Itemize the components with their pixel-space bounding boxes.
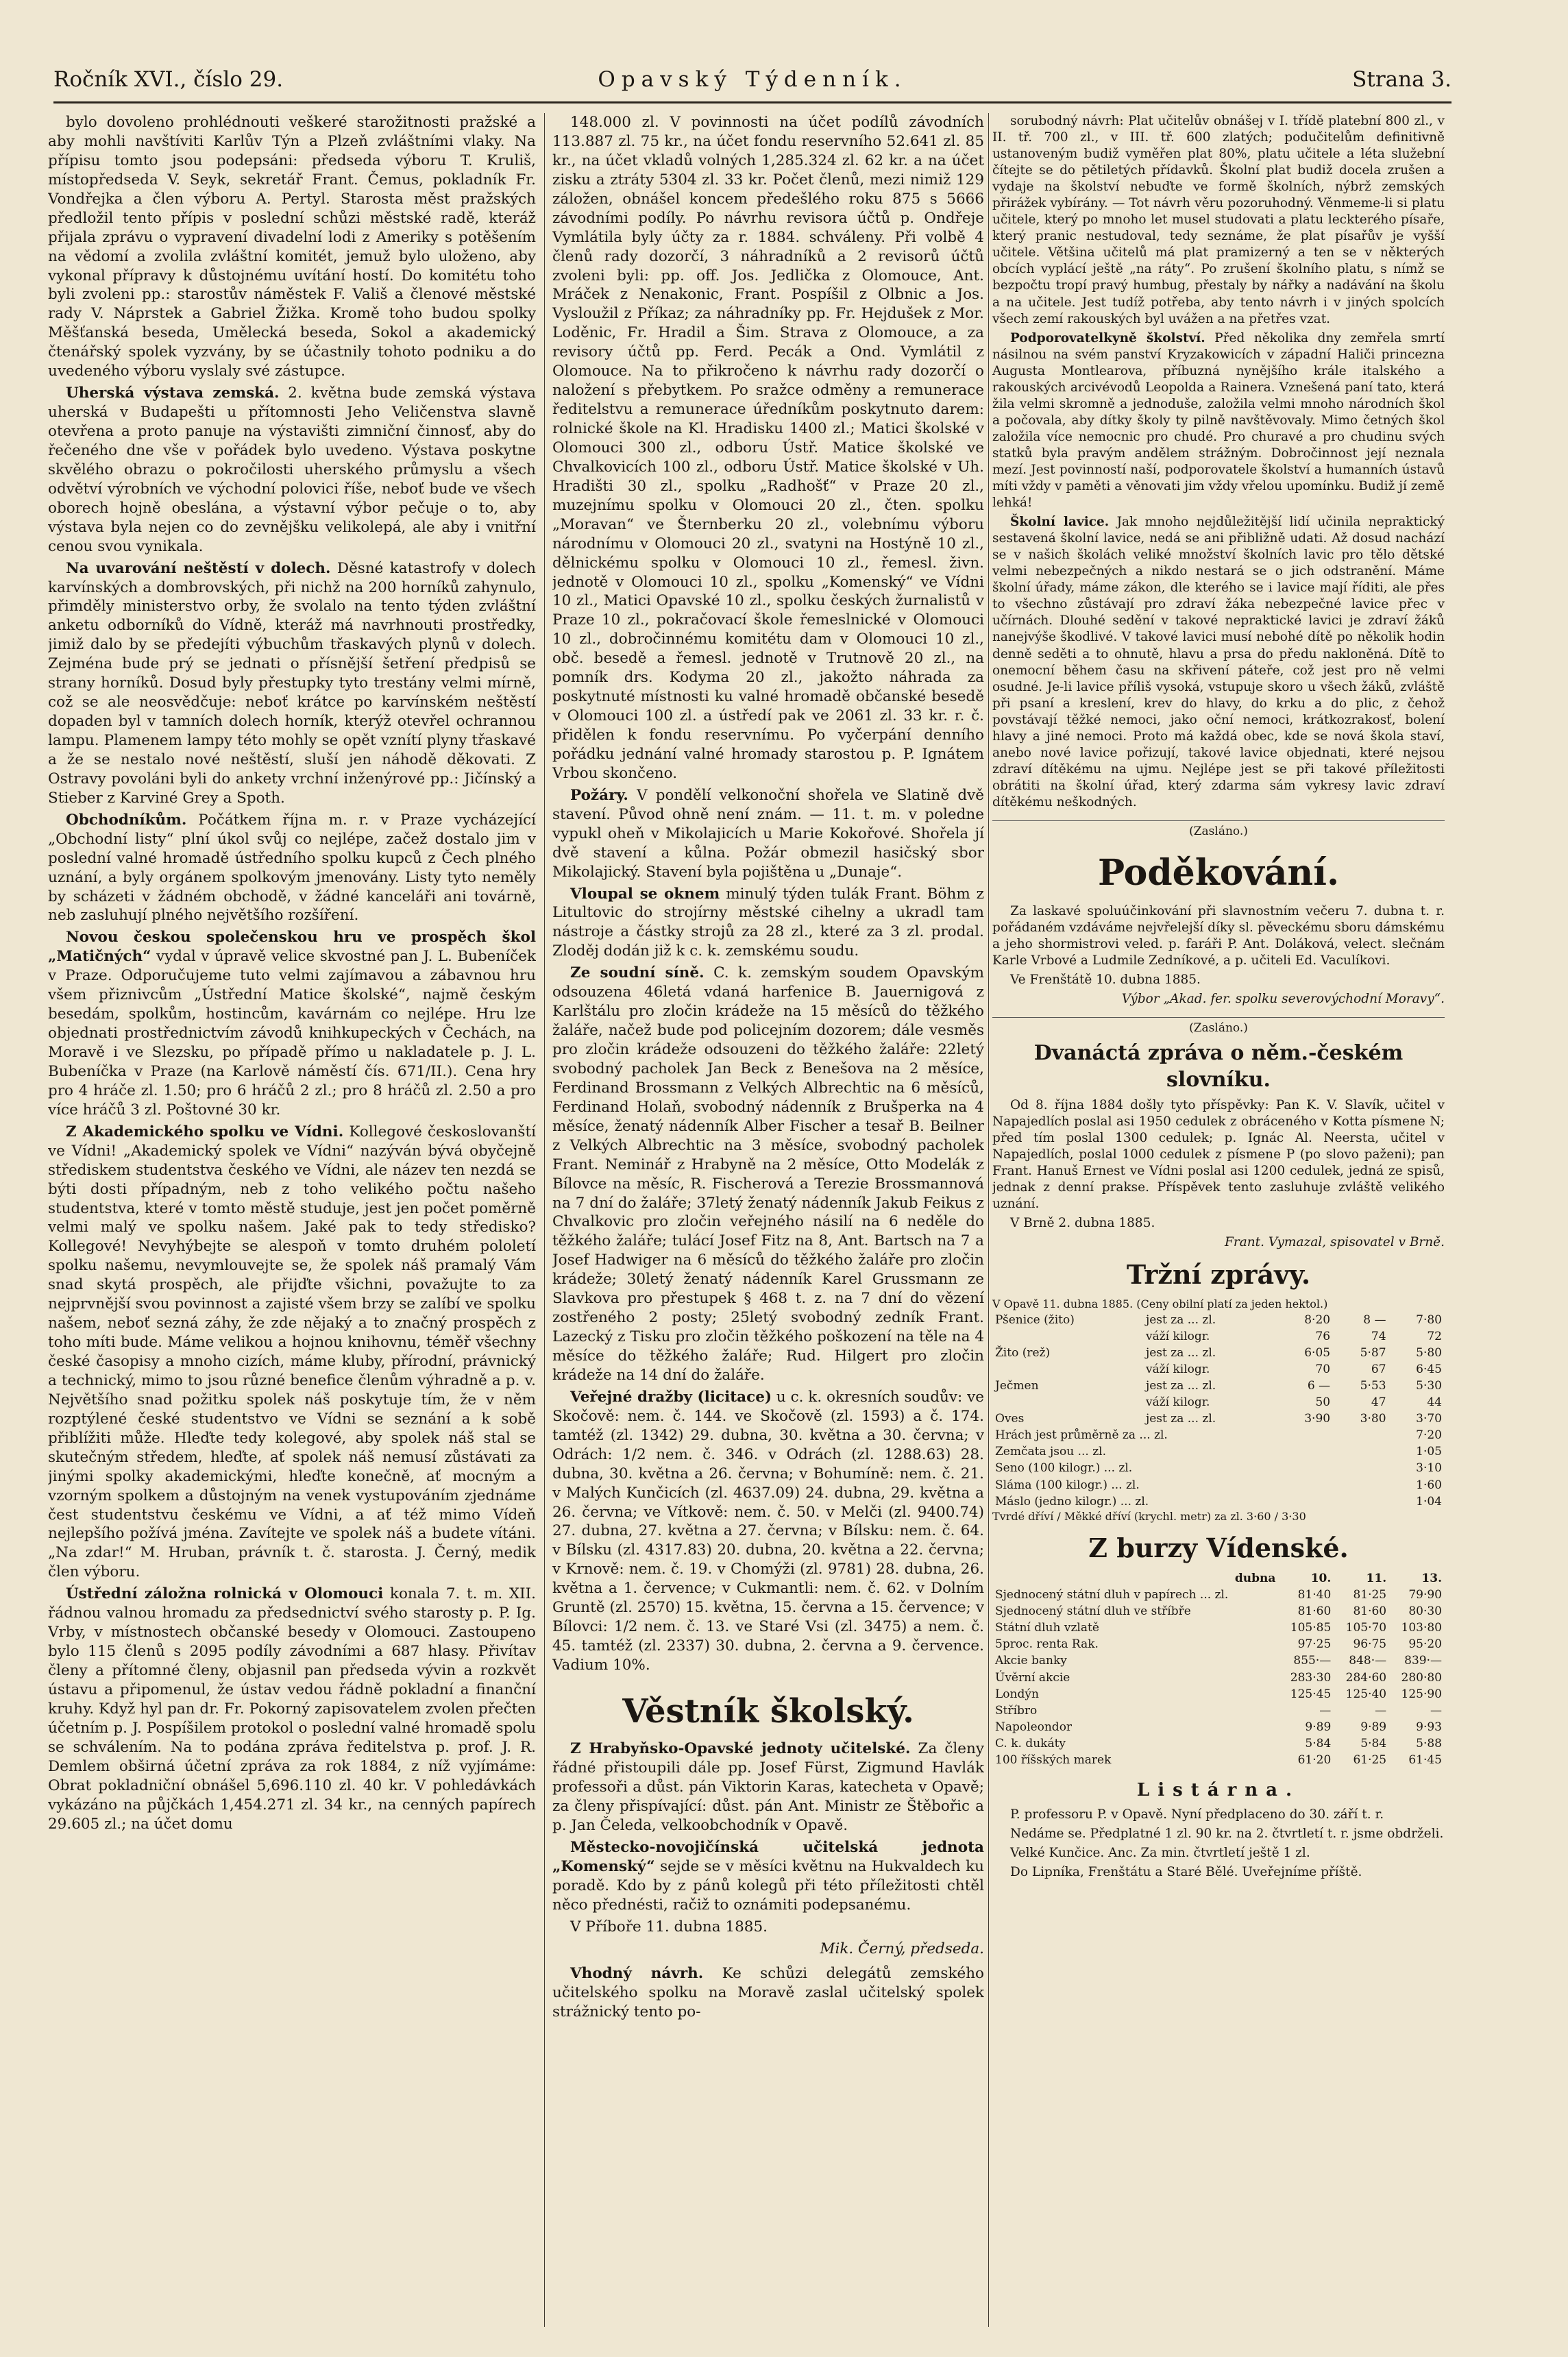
table-cell: Hrách jest průměrně za ... zl. — [995, 1428, 1168, 1443]
table-cell: 3·10 — [1416, 1461, 1442, 1476]
table-cell: 80·30 — [1408, 1604, 1442, 1619]
table-row — [992, 1345, 1445, 1361]
article-paragraph — [992, 330, 1445, 512]
article-paragraph — [48, 928, 536, 1119]
table-cell: 125·90 — [1401, 1687, 1442, 1701]
table-cell: 76 — [1315, 1329, 1331, 1343]
market-extra-table — [992, 1427, 1445, 1509]
thanks-body: Za laskavé spoluúčinkování při slavnostním večeru 7. dubna t. r. pořádaném vzdáváme nejvřelejší díky sl. pěveckému sboru dámskému a jeho shormistrovi veled. p. faráři P. Ant. Doláková, velect. slečnám Karle Vrbové a Ludmile Zedníkové, a p. učiteli Ed. Vaculíkovi. — [992, 903, 1445, 968]
article-paragraph — [552, 1838, 984, 1915]
table-cell: 5·87 — [1360, 1345, 1386, 1360]
table-row — [992, 1587, 1445, 1603]
letters-section — [992, 1779, 1445, 1881]
table-cell: 70 — [1315, 1362, 1331, 1376]
column-header: dubna — [1234, 1571, 1276, 1585]
sent-label: (Zasláno.) — [992, 820, 1445, 839]
table-cell: Sjednocený státní dluh v papírech ... zl. — [995, 1588, 1229, 1602]
table-cell: 9·89 — [1360, 1720, 1387, 1734]
article-text: Jak mnoho nejdůležitější lidí učinila nepraktický sestavená školní lavice, nedá se ani přibližně udati. Až dosud nachází se v našich školách veliké množství školních lavic pro tělo dětské velmi nebezpečných a nikdo nestará se o jich odstranění. Máme školní úřady, máme zákon, dle kterého se i lavice mají říditi, ale přes to všechno zůstávají pro zdraví žáka nebezpečné lavice přec v učírnách. Dlouhé sedění v takové nepraktické lavici je zdraví žáků nanejvýše škodlivé. V takové lavici musí nebohé dítě po několik hodin denně seděti a to ohnutě, hlavu a prsa do předu nakloněná. Dítě to onemocní během času na skřivení páteře, což jest pro ně velmi osudné. Je-li lavice příliš vysoká, vstupuje skoro u všech žáků, zvláště při psaní a kreslení, krev do hlavy, do krku a do plic, z čehož povstávají těžké nemoci, jako oční nemoci, krátkozrakosť, bolení hlavy a jiné nemoci. Proto má každá obec, kde se nová škola staví, anebo nové lavice pořizují, takové lavice objednati, které nejsou zdraví dítěkému na ujmu. Nejlépe jest se při takové příležitosti obrátiti na školní úřad, který zdarma sám vykresy lavic zdraví dítěkému neškodných. — [992, 515, 1445, 809]
table-row — [992, 1493, 1445, 1510]
thanks-notice — [992, 820, 1445, 1007]
table-cell: 105·85 — [1290, 1621, 1332, 1635]
table-row — [992, 1328, 1445, 1345]
article-text: V Příboře 11. dubna 1885. — [570, 1918, 768, 1935]
table-row — [992, 1735, 1445, 1752]
table-cell: Londýn — [995, 1687, 1039, 1701]
table-cell: jest za ... zl. — [1145, 1412, 1216, 1426]
table-cell: 103·80 — [1401, 1621, 1442, 1635]
chairman-signature: Mik. Černý, předseda. — [820, 1940, 984, 1957]
table-row — [992, 1670, 1445, 1686]
table-cell: 1·60 — [1416, 1478, 1442, 1492]
dictionary-place: V Brně 2. dubna 1885. — [1010, 1216, 1155, 1231]
article-paragraph — [552, 1739, 984, 1835]
table-cell: 9·89 — [1305, 1720, 1332, 1734]
table-cell: 5·80 — [1416, 1345, 1442, 1360]
article-paragraph — [552, 113, 984, 783]
table-header-row — [992, 1570, 1445, 1587]
table-cell: Ječmen — [995, 1379, 1039, 1393]
table-cell: Stříbro — [995, 1703, 1038, 1718]
article-text: u c. k. okresních soudův: ve Skočově: nem. č. 144. ve Skočově (zl. 1593) a č. 174. tamtéž (zl. 1342) 29. dubna, 30. května a 30. června; v Odrách: 1/2 nem. č. 346. v Odrách (zl. 1288.63) 28. dubna, 30. května a 26. června; v Bohumíně: nem. č. 21. v Malých Kunčicích (zl. 4637.09) 24. dubna, 29. května a 26. června; ve Vítkově: nem. č. 50. v Melči (zl. 9400.74) 27. dubna, 27. května a 27. června; v Bílsku: nem. č. 64. v Bílsku (zl. 4317.83) 20. dubna, 20. května a 22. června; v Krnově: nem. č. 19. v Chomýži (zl. 9781) 28. dubna, 26. května a 1. července; v Cukmantli: nem. č. 62. v Dolním Gruntě (zl. 2570) 15. května, 15. června a 15. července; v Bílovci: 1/2 nem. č. 13. ve Staré Vsi (zl. 3475) a nem. č. 45. tamtéž (zl. 2337) 30. dubna, 2. června a 9. července. Vadium 10%. — [552, 1388, 984, 1674]
table-cell: 67 — [1371, 1362, 1386, 1376]
table-row — [992, 1719, 1445, 1735]
table-cell: 1·05 — [1416, 1445, 1442, 1459]
article-text: konala 7. t. m. XII. řádnou valnou hromadu za předsednictví svého starosty p. P. Ig. Vrby, v místnostech občanské besedy v Olomouci. Zastoupeno bylo 115 členů s 2095 podíly závodními a 687 hlasy. Přivítav členy a přítomné členy, objasnil pan předseda vývin a rozkvět ústavu a připomenul, že ústav vedou řádně pokladní a finanční kruhy. Když hyl pan dr. Fr. Pokorný zapisovatelem zvolen přečten účetním p. J. Pospíšilem protokol o poslední valné hromadě spolu se schválením. Na to podána zpráva ředitelstva p. prof. J. R. Demlem obširná účetní zpráva za rok 1884, z níž vyjímáme: Obrat pokladniční obnášel 5,696.110 zl. 40 kr. V pohledávkách vykázáno na půjčkách 1,454.271 zl. 34 kr., na cenných papírech 29.605 zl.; na účet domu — [48, 1585, 536, 1833]
table-cell: 74 — [1371, 1329, 1386, 1343]
newspaper-title: Opavský Týdenník. — [598, 67, 907, 92]
article-heading: Požáry. — [570, 786, 628, 804]
article-heading: Z Hrabyňsko-Opavské jednoty učitelské. — [570, 1740, 911, 1758]
exchange-table — [992, 1570, 1445, 1768]
dictionary-notice — [992, 1017, 1445, 1251]
table-cell: 5·53 — [1360, 1379, 1386, 1393]
article-text: minulý týden tulák Frant. Böhm z Litultovic do strojírny městské cihelny a ukradl tam nástroje a částky strojů za 28 zl., které za 3 zl. prodal. Zloděj dodán již k c. k. zemskému soudu. — [552, 885, 984, 960]
table-cell: 5·84 — [1305, 1736, 1332, 1750]
table-cell: váží kilogr. — [1145, 1362, 1210, 1376]
issue-number: Ročník XVI., číslo 29. — [53, 67, 284, 92]
dictionary-body: Od 8. října 1884 došly tyto příspěvky: Pan K. V. Slavík, učitel v Napajedlích poslal asi 1950 cedulek z obráceného v Kotta písmene N; před tím poslal 1300 cedulek; p. Ignác Al. Neersta, učitel v Napajedlích, poslal 1000 cedulek z písmene P (po slovo paženi); pan Frant. Hanuš Ernest ve Vídni poslal asi 1200 cedulek, jedná ze spisů, jednak z denní prakse. Příspěvek tento zasluhuje zvláště velikého uznání. — [992, 1098, 1445, 1212]
table-cell: 125·40 — [1345, 1687, 1387, 1701]
article-paragraph — [48, 1585, 536, 1833]
column-2 — [552, 113, 984, 2327]
thanks-place: Ve Frenštátě 10. dubna 1885. — [1010, 972, 1201, 987]
exchange-title: Z burzy Vídenské. — [1088, 1532, 1349, 1563]
article-text: Počátkem října m. r. v Praze vycházející „Obchodní listy“ plní úkol svůj co nejlépe, začež dostalo jim v poslední valné hromadě ústředního spolku kupců z Čech plného uznání, a byly orgánem spolkovým jmenovány. Listy tyto neměly by scházeti v žádném obchodě, v žádné kanceláři ani továrně, neb zasluhují plného největšího rozšíření. — [48, 811, 536, 925]
table-row — [992, 1427, 1445, 1443]
table-row — [992, 1443, 1445, 1460]
article-paragraph — [992, 113, 1445, 328]
article-heading: Ústřední záložna rolnická v Olomouci — [66, 1585, 384, 1603]
table-cell: 61·45 — [1408, 1753, 1442, 1767]
table-cell: Seno (100 kilogr.) ... zl. — [995, 1461, 1133, 1476]
table-cell: 61·25 — [1353, 1753, 1387, 1767]
table-row — [992, 1410, 1445, 1427]
table-cell: Napoleondor — [995, 1720, 1073, 1734]
table-cell: 79·90 — [1408, 1588, 1442, 1602]
table-cell: Akcie banky — [995, 1654, 1067, 1668]
article-text: 2. května bude zemská výstava uherská v Budapešti u přítomnosti Jeho Veličenstva slavně otevřena a proto panuje na výstavišti zimniční činnosť, aby do řečeného dne vše v pořádek bylo uvedeno. Výstava poskytne skvělého obrazu o pokročilosti uherského průmyslu a všech odvětví výrobních ve východní polovici říše, neboť bude ve všech oborech hojně obeslána, a výstavní výbor pečuje o to, aby výstava byla nejen co do zevnějšku velikolepá, ale aby i vnitřní cenou svou vynikala. — [48, 384, 536, 555]
table-cell: Státní dluh vzlatě — [995, 1621, 1099, 1635]
table-cell: 6·05 — [1304, 1345, 1331, 1360]
table-cell: — — [1430, 1703, 1442, 1718]
table-row — [992, 1361, 1445, 1378]
table-cell: 839·— — [1404, 1654, 1442, 1668]
page-header — [53, 63, 1451, 103]
table-cell: 7·80 — [1416, 1312, 1442, 1327]
table-cell: 6·45 — [1416, 1362, 1442, 1376]
article-heading: Ze soudní síně. — [570, 964, 705, 982]
table-cell: 6 — — [1307, 1379, 1331, 1393]
table-cell: 5proc. renta Rak. — [995, 1637, 1099, 1652]
wood-price: Tvrdé dříví / Měkké dříví (krychl. metr) za zl. 3·60 / 3·30 — [992, 1509, 1306, 1523]
table-cell: 280·80 — [1401, 1670, 1442, 1685]
table-cell: 81·40 — [1297, 1588, 1332, 1602]
column-header: 11. — [1366, 1571, 1387, 1585]
table-cell: 97·25 — [1297, 1637, 1332, 1652]
table-cell: 81·60 — [1353, 1604, 1387, 1619]
sent-label: (Zasláno.) — [992, 1017, 1445, 1036]
table-cell: 7·20 — [1416, 1428, 1442, 1443]
article-heading: Novou českou společenskou hru ve prospěch škol „Matičných“ — [48, 929, 536, 966]
table-cell: 96·75 — [1353, 1637, 1387, 1652]
table-row — [992, 1702, 1445, 1719]
article-paragraph — [552, 1964, 984, 2022]
letter-item: Nedáme se. Předplatné 1 zl. 90 kr. na 2. čtvrtletí t. r. jsme obdrželi. — [1010, 1826, 1444, 1841]
table-cell: jest za ... zl. — [1145, 1345, 1216, 1360]
table-cell: Sláma (100 kilogr.) ... zl. — [995, 1478, 1140, 1492]
letter-item: Velké Kunčice. Anc. Za min. čtvrtletí ještě 1 zl. — [1010, 1845, 1310, 1860]
article-heading: Uherská výstava zemská. — [66, 384, 280, 402]
letters-title: Listárna. — [1136, 1780, 1301, 1801]
table-cell: 125·45 — [1290, 1687, 1332, 1701]
table-cell: 8 — — [1363, 1312, 1386, 1327]
article-paragraph — [48, 1123, 536, 1583]
table-cell: 5·84 — [1360, 1736, 1387, 1750]
article-paragraph — [48, 811, 536, 926]
article-paragraph — [552, 964, 984, 1385]
table-cell: 105·70 — [1345, 1621, 1387, 1635]
article-heading: Z Akademického spolku ve Vídni. — [66, 1123, 344, 1140]
article-text: Kollegové českoslovanští ve Vídni! „Akademický spolek ve Vídni“ nazýván bývá obyčejně střediskem studentstva českého ve Vídni, ale název ten nezdá se býti dosti případným, neb z toho velikého počtu našeho studentstva, které v tomto městě studuje, jest jen počet poměrně velmi malý ve spolku našem. Jaké pak to tedy středisko? Kollegové! Nevyhýbejte se alespoň v tomto druhém pololetí spolku našemu, nevymlouvejte se, že spolek náš pramalý Vám snad skytá prospěch, ale přijďte všichni, považujte to za nejprvnější svou povinnost a zajisté všem brzy se zalíbí ve spolku našem, neboť sezná záhy, že zde nějaký a to značný prospěch z toho míti bude. Máme velikou a hojnou knihovnu, téměř všechny české časopisy a mnoho cizích, máme kluby, přírodní, právnický a technický, mimo to jsou různé benefice členům výhradně a p. v. Největšího snad požitku spolek náš poskytuje tím, že v něm rozptýlené české studentstvo ve Vídni se seznání a k sobě přiblížiti může. Hleďte tedy kolegové, aby spolek náš stal se skutečným středem, hleďte, ať spolek náš nemusí zůstávati za jinými spolky akademickými, hleďte konečně, ať mocným a vzorným spolkem a důstojným na venek vystupováním zjednáme čest studentstvu českému ve Vídni, a ať též mimo Vídeň nejlepšího požívá jména. Zavítejte ve spolek náš a budete vítáni. „Na zdar!“ M. Hruban, právník t. č. starosta. J. Černý, medik člen výboru. — [48, 1123, 536, 1581]
column-rule — [988, 113, 989, 2327]
table-cell: 284·60 — [1345, 1670, 1387, 1685]
table-cell: 8·20 — [1304, 1312, 1331, 1327]
market-title: Tržní zprávy. — [1126, 1259, 1311, 1291]
article-text: C. k. zemským soudem Opavským odsouzena 46letá vdaná harfenice B. Jauernigová z Karlštálu pro zločin krádeže na 15 měsíců do těžkého žaláře, načež bude pod policejním dozorem; dále vesměs pro zločin krádeže odsouzeni do těžkého žaláře: 22letý svobodný pacholek Jan Beck z Benešova na 2 měsíce, Ferdinand Brossmann z Velkých Albrechtic na 6 měsíců, Ferdinand Holaň, svobodný nádenník z Brušperka na 4 měsíce, ženatý nádenník Alber Fischer a tesař B. Beilner z Velkých Albrechtic na 3 měsíce, svobodný pacholek Frant. Neminář z Hrabyně na 2 měsíce, Otto Modelák z Bílovce na měsíc, R. Fischerová a Terezie Brossmannová na 7 dní do žaláře; 37letý ženatý nádenník Jakub Feikus z Chvalkovic pro zločin veřejného násilí na 6 neděle do těžkého žaláře; tulácí Josef Fitz na 8, Ant. Bartsch na 7 a Josef Hadwiger na 6 měsíců do těžkého žaláře pro zločin krádeže; 30letý ženatý nádenník Karel Grussmann ze Slavkova pro přestupek § 468 t. z. na 7 dní do vězení zostřeného 2 posty; 25letý svobodný zedník Frant. Lazecký z Tisku pro zločin těžkého poškození na těle na 4 měsíce do těžkého žaláře; Rud. Hilgert pro zločin krádeže na 14 dní do žaláře. — [552, 964, 984, 1384]
table-cell: 95·20 — [1408, 1637, 1442, 1652]
article-paragraph — [552, 786, 984, 882]
table-cell: 100 říšských marek — [995, 1753, 1112, 1767]
thanks-title: Poděkování. — [1097, 852, 1340, 894]
article-paragraph — [552, 1388, 984, 1675]
table-cell: Žito (rež) — [995, 1345, 1051, 1360]
article-heading: Veřejné dražby (licitace) — [570, 1388, 772, 1406]
table-cell: 81·60 — [1297, 1604, 1332, 1619]
dictionary-signature: Frant. Vymazal, spisovatel v Brně. — [1225, 1235, 1445, 1250]
table-cell: 5·88 — [1416, 1736, 1442, 1750]
table-cell: váží kilogr. — [1145, 1329, 1210, 1343]
table-cell: Úvěrní akcie — [995, 1670, 1070, 1685]
article-heading: Podporovatelkyně školství. — [1010, 330, 1205, 345]
table-row — [992, 1477, 1445, 1493]
table-cell: Oves — [995, 1412, 1025, 1426]
table-row — [992, 1603, 1445, 1620]
table-cell: 72 — [1427, 1329, 1442, 1343]
table-cell: C. k. dukáty — [995, 1736, 1066, 1750]
article-text: sorubodný návrh: Plat učitelův obnášej v I. třídě platební 800 zl., v II. tř. 700 zl., v III. tř. 600 zlatých; podučitelům definitivně ustanoveným budiž vyměřen plat 80%, platu učitele a léta služební čítejte se do pětiletých přídavků. Školní plat budiž docela zrušen a vydaje na školství nebuďte ve formě školních, nýbrž zemských přirážek vybírány. — Tot návrh věru pozoruhodný. Věnmeme-li si platu učitele, který po mnoho let musel studovati a platu leckterého písaře, který pranic nestudoval, tedy seznáme, že plat písařův je vyšší učitele. Většina učitelů má plat pramizerný a ten se v některých obcích vyplácí ještě „na ráty“. Po zrušení školního platu, s nímž se bezpočtu tropí pravý humbug, přestaly by nářky a nadávání na školu a na učitele. Jest tudíž potřeba, aby tento návrh i v jiných spolcích všech zemí rakouských byl uvážen a na přetřes vzat. — [992, 114, 1445, 326]
table-cell: 47 — [1371, 1395, 1386, 1410]
table-row — [992, 1652, 1445, 1669]
table-cell: 848·— — [1349, 1654, 1387, 1668]
market-subtitle: V Opavě 11. dubna 1885. (Ceny obilní platí za jeden hektol.) — [992, 1297, 1328, 1310]
dictionary-title: Dvanáctá zpráva o něm.-českém slovníku. — [1033, 1041, 1404, 1092]
article-paragraph — [552, 885, 984, 962]
article-heading: Obchodníkům. — [66, 811, 187, 829]
article-paragraph — [48, 559, 536, 808]
vienna-exchange — [992, 1531, 1445, 1769]
article-heading: Školní lavice. — [1010, 515, 1110, 530]
article-heading: Na uvarování neštěstí v dolech. — [66, 559, 331, 577]
table-cell: 283·30 — [1290, 1670, 1332, 1685]
table-cell: 1·04 — [1416, 1494, 1442, 1509]
article-text: sejde se v měsíci květnu na Hukvaldech ku poradě. Kdo by z pánů kolegů při této příležitosti chtěl něco přednésti, račiž to oznámiti podepsanému. — [552, 1857, 984, 1914]
article-text: V pondělí velkonoční shořela ve Slatině dvě stavení. Původ ohně není znám. — 11. t. m. v poledne vypukl oheň v Mikolajicích u Marie Kokořové. Shořela jí dvě stavení a kůlna. Požár obmezil hasičský sbor Mikolajický. Stavení byla pojištěna u „Dunaje“. — [552, 786, 984, 881]
column-3 — [992, 113, 1445, 2327]
table-cell: 5·30 — [1416, 1379, 1442, 1393]
table-row — [992, 1460, 1445, 1476]
table-cell: Sjednocený státní dluh ve stříbře — [995, 1604, 1191, 1619]
market-report — [992, 1258, 1445, 1524]
table-cell: 3·90 — [1304, 1412, 1331, 1426]
table-cell: 9·93 — [1416, 1720, 1442, 1734]
table-cell: Pšenice (žito) — [995, 1312, 1075, 1327]
school-bulletin-title: Věstník školský. — [622, 1692, 914, 1731]
table-row — [992, 1378, 1445, 1394]
column-rule — [544, 113, 545, 2327]
article-paragraph — [48, 384, 536, 556]
table-cell: 50 — [1315, 1395, 1331, 1410]
article-text: Ke schůzi delegátů zemského učitelského spolku na Moravě zaslal učitelský spolek strážnický tento po- — [552, 1964, 984, 2020]
table-row — [992, 1636, 1445, 1652]
table-cell: jest za ... zl. — [1145, 1379, 1216, 1393]
market-table — [992, 1312, 1445, 1428]
table-row — [992, 1312, 1445, 1328]
table-cell: 61·20 — [1297, 1753, 1332, 1767]
article-text: bylo dovoleno prohlédnouti veškeré starožitnosti pražské a aby mohli navštíviti Karlův Týn a Plzeň zvláštními vlaky. Na přípisu tomto jsou podepsáni: předseda výboru T. Kruliš, místopředseda V. Seyk, sekretář Frant. Čemus, pokladník Fr. Vondřejka a člen výboru A. Pertyl. Starosta měst pražských předložil tento přípis v poslední schůzi městské radě, kteráž přijala zprávu o vypravení divadelní lodi z Ameriky s potěšením na vědomí a zvolila zvláštní komitét, jemuž bylo uloženo, aby vykonal přípravy k důstojnému uvítání hostí. Do komitétu toho byli zvoleni pp.: starostův náměstek F. Vališ a členové městské rady V. Náprstek a Gabriel Žižka. Kromě toho budou spolky Měšťanská beseda, Umělecká beseda, Sokol a akademický čtenářský spolek vyzvány, by se účastnily tohoto podniku a do uvedeného výboru vyslaly své zástupce. — [48, 114, 536, 380]
thanks-signature: Výbor „Akad. fer. spolku severovýchodní Moravy“. — [1121, 991, 1445, 1006]
table-cell: 855·— — [1293, 1654, 1332, 1668]
column-header: 13. — [1421, 1571, 1442, 1585]
article-heading: Vloupal se oknem — [570, 885, 720, 903]
article-text: Před několika dny zemřela smrtí násilnou na svém panství Kryzakowicích v západní Haliči princezna Augusta Montlearova, příbuzná nynějšího krále italského a rakouských arcivévodů Leopolda a Rainera. Vznešená paní tato, která žila velmi skromně a jednoduše, založila velmi mnoho národních škol a počovala, aby dítky školy ty pilně navštěvovaly. Mimo četných škol založila více nemocnic pro chudé. Pro churavé a pro chudinu svých statků byla pravým andělem strážným. Dobročinnost její neznala mezí. Jest povinností naší, podporovatele školství a humanních ústavů míti vždy v paměti a věnovati jim vždy vřelou upomínku. Budiž jí země lehká! — [992, 330, 1445, 511]
table-cell: váží kilogr. — [1145, 1395, 1210, 1410]
table-cell — [992, 1328, 1143, 1345]
table-row — [992, 1394, 1445, 1410]
article-heading: Vhodný návrh. — [570, 1964, 704, 1982]
table-cell: — — [1319, 1703, 1332, 1718]
table-cell — [992, 1361, 1143, 1378]
table-cell: Zemčata jsou ... zl. — [995, 1445, 1107, 1459]
table-cell: jest za ... zl. — [1145, 1312, 1216, 1327]
table-cell — [992, 1394, 1143, 1410]
article-paragraph — [992, 514, 1445, 811]
table-cell: 3·70 — [1416, 1412, 1442, 1426]
letter-item: Do Lipníka, Frenštátu a Staré Bělé. Uveřejníme příště. — [1010, 1865, 1362, 1880]
page-number: Strana 3. — [1352, 67, 1451, 92]
letter-item: P. professoru P. v Opavě. Nyní předplaceno do 30. září t. r. — [1010, 1807, 1384, 1822]
table-cell: Máslo (jedno kilogr.) ... zl. — [995, 1494, 1149, 1509]
table-cell: 44 — [1427, 1395, 1442, 1410]
article-text: Za členy řádné přistoupili dále pp. Josef Fürst, Zigmund Havlák professoři a důst. pán Viktorin Karas, katecheta v Opavě; za členy přispívající: důst. pán Ant. Ministr ze Štěbořic a p. Jan Čeleda, velkoobchodník v Opavě. — [552, 1740, 984, 1835]
table-cell: 3·80 — [1360, 1412, 1386, 1426]
article-text: vydal v úpravě velice skvostné pan J. L. Bubeníček v Praze. Odporučujeme tuto velmi zajímavou a zábavnou hru všem přiznivcům „Ústřední Matice školské“, najmě českým besedám, spolkům, hostincům, kavárnám co nejlépe. Hru lze objednati prostřednictvím závodů knihkupeckých v Čechách, na Moravě i ve Slezsku, po případě přímo u nakladatele p. J. L. Bubeníčka v Praze (na Karlově náměstí čís. 671/II.). Cena hry pro 4 hráče zl. 1.50; pro 6 hráčů 2 zl.; pro 8 hráčů zl. 2.50 a pro více hráčů 3 zl. Poštovné 30 kr. — [48, 948, 536, 1119]
column-1 — [48, 113, 536, 2327]
article-text: 148.000 zl. V povinnosti na účet podílů závodních 113.887 zl. 75 kr., na účet fondu reservního 52.641 zl. 85 kr., na účet vkladů volných 1,285.324 zl. 62 kr. a na účet zisku a ztráty 5304 zl. 33 kr. Počet členů, mezi nimiž 129 záložen, obnášel koncem předešlého roku 875 s 5666 závodními podíly. Po návrhu revisora účtů p. Ondřeje Vymlátila byly účty za r. 1884. schváleny. Při volbě 4 členů rady dozorčí, 3 náhradníků a 2 revisorů účtů zvoleni byli: pp. off. Jos. Jedlička z Olomouce, Ant. Mráček z Nenakonic, Frant. Pospíšil z Olbnic a Jos. Vysloužil z Příkaz; za náhradníky pp. Fr. Hejdušek z Mor. Loděnic, Fr. Hradil a Šim. Strava z Olomouce, a za revisory účtů pp. Ferd. Pecák a Ond. Vymlátil z Olomouce. Na to přikročeno k návrhu rady dozorčí o naložení s přebytkem. Po sražce odměny a remunerace ředitelstvu a remunerace úředníkům poskytnuto darem: rolnické škole na Kl. Hradisku 1400 zl.; Matici školské v Olomouci 300 zl., odboru Ústř. Matice školské ve Chvalkovicích 100 zl., odboru Ústř. Matice školské v Uh. Hradišti 30 zl., spolku „Radhošť“ v Praze 20 zl., muzejnímu spolku v Olomouci 20 zl., čten. spolku „Moravan“ ve Šternberku 20 zl., volebnímu výboru národnímu v Olomouci 20 zl., svatyni na Hostýně 10 zl., dělnickému spolku v Olomouci 10 zl., řemesl. živn. jednotě v Olomouci 10 zl., spolku „Komenský“ ve Vídni 10 zl., Matici Opavské 10 zl., spolku českých žurnalistů v Praze 10 zl., pokračovací škole řemeslnické v Olomouci 10 zl., dobročinnému komitétu dam v Olomouci 10 zl., obč. besedě a řemesl. jednotě v Trutnově 20 zl., na pomník drs. Kodyma 20 zl., jakožto náhrada za poskytnuté místnosti ku valné hromadě občanské besedě v Olomouci 100 zl. a ústředí pak ve 2061 zl. 33 kr. r. č. přidělen k fondu reservnímu. Po vyčerpání denního pořádku jednání valné hromady starostou p. P. Ignátem Vrbou skončeno. — [552, 114, 984, 782]
article-text: Děsné katastrofy v dolech karvínských a dombrovských, při nichž na 200 horníků zahynulo, přimděly ministerstvo orby, že svolalo na tento týden zvláštní anketu odborníků do Vídně, kteráž má navrhnouti prostředky, jimiž dalo by se předejíti výbuchům třaskavých plynů v dolech. Zejména bude prý se jednati o přísnější šetření předpisů se strany horníků. Dosud byly přestupky tyto trestány velmi mírně, což se ale neosvědčuje: neboť krátce po karvínském neštěstí dopaden byl v tamních dolech horník, kterýž otevřel ochrannou lampu. Plamenem lampy této mohly se opět vznítí plyny třaskavé a že se nestalo nové neštěstí, sluší jen náhodě děkovati. Z Ostravy povoláni byli do ankety vrchní inženýrové pp.: Jičínský a Stieber z Karviné Grey a Spoth. — [48, 559, 536, 807]
table-cell: — — [1375, 1703, 1387, 1718]
table-row — [992, 1686, 1445, 1702]
column-header: 10. — [1310, 1571, 1332, 1585]
table-cell: 81·25 — [1353, 1588, 1387, 1602]
article-paragraph — [48, 113, 536, 381]
article-heading: Městecko-novojičínská učitelská jednota „Komenský“ — [552, 1839, 984, 1875]
table-row — [992, 1752, 1445, 1768]
article-paragraph — [552, 1918, 984, 1937]
table-row — [992, 1620, 1445, 1636]
